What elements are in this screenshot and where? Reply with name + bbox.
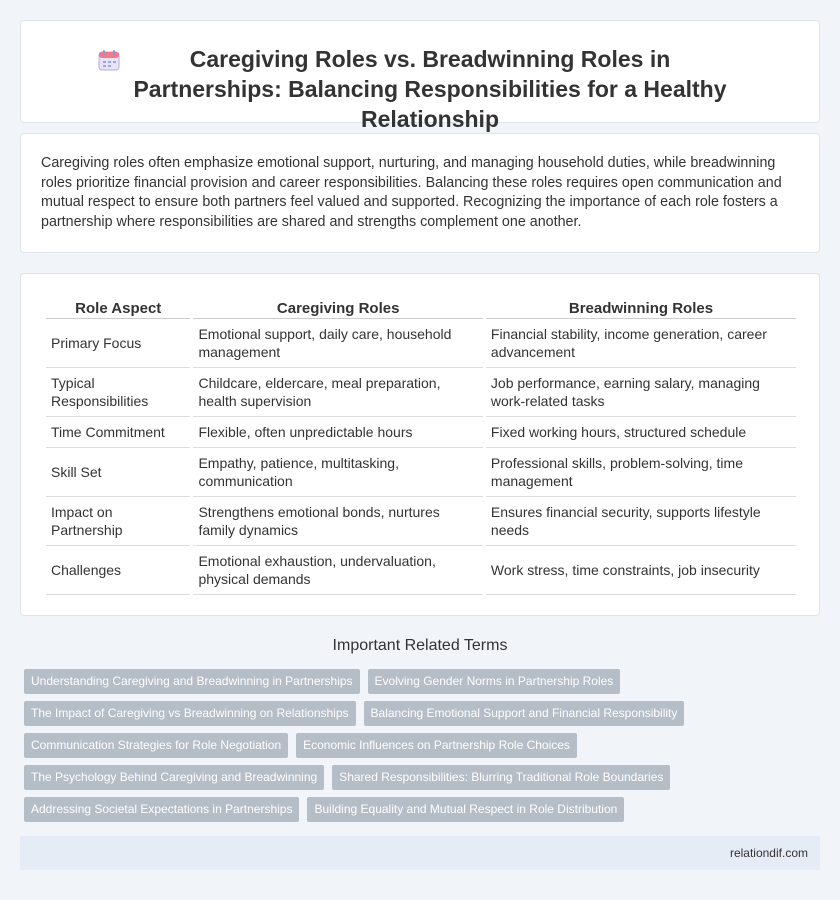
related-term-tag[interactable]: Evolving Gender Norms in Partnership Roles <box>368 669 621 694</box>
page-title: Caregiving Roles vs. Breadwinning Roles in Partnerships: Balancing Responsibilities for a Healthy Relationship <box>133 46 727 132</box>
header-breadwinning: Breadwinning Roles <box>486 295 796 319</box>
tag-row <box>24 701 814 733</box>
header-role-aspect: Role Aspect <box>46 295 190 319</box>
table-header-row <box>46 295 796 319</box>
table-cell: Emotional support, daily care, household management <box>193 319 482 368</box>
related-term-tag[interactable]: The Impact of Caregiving vs Breadwinning on Relationships <box>24 701 356 726</box>
related-terms-list <box>24 669 814 829</box>
related-term-tag[interactable]: Communication Strategies for Role Negotiation <box>24 733 288 758</box>
title-wrap <box>21 44 819 134</box>
calendar-icon <box>97 48 121 72</box>
table-cell: Primary Focus <box>46 319 190 368</box>
table-cell: Childcare, eldercare, meal preparation, health supervision <box>193 368 482 417</box>
table-cell: Typical Responsibilities <box>46 368 190 417</box>
footer-site-link[interactable]: relationdif.com <box>729 846 808 860</box>
comparison-card <box>20 273 820 616</box>
related-term-tag[interactable]: Building Equality and Mutual Respect in Role Distribution <box>307 797 624 822</box>
related-term-tag[interactable]: Shared Responsibilities: Blurring Traditional Role Boundaries <box>332 765 670 790</box>
tag-row <box>24 765 814 797</box>
table-cell: Fixed working hours, structured schedule <box>486 417 796 448</box>
table-row <box>46 497 796 546</box>
table-cell: Impact on Partnership <box>46 497 190 546</box>
table-cell: Challenges <box>46 546 190 595</box>
title-card <box>20 20 820 132</box>
related-term-tag[interactable]: Understanding Caregiving and Breadwinning in Partnerships <box>24 669 360 694</box>
tag-row <box>24 733 814 765</box>
table-cell: Ensures financial security, supports lifestyle needs <box>486 497 796 546</box>
footer <box>20 836 820 870</box>
table-cell: Job performance, earning salary, managing work-related tasks <box>486 368 796 417</box>
table-cell: Empathy, patience, multitasking, communication <box>193 448 482 497</box>
intro-card <box>20 133 820 253</box>
table-row <box>46 448 796 497</box>
tag-row <box>24 797 814 829</box>
table-cell: Financial stability, income generation, career advancement <box>486 319 796 368</box>
related-term-tag[interactable]: The Psychology Behind Caregiving and Breadwinning <box>24 765 324 790</box>
related-term-tag[interactable]: Economic Influences on Partnership Role Choices <box>296 733 577 758</box>
table-row <box>46 546 796 595</box>
table-cell: Work stress, time constraints, job insecurity <box>486 546 796 595</box>
header-caregiving: Caregiving Roles <box>193 295 482 319</box>
table-row <box>46 417 796 448</box>
table-row <box>46 319 796 368</box>
table-cell: Time Commitment <box>46 417 190 448</box>
table-row <box>46 368 796 417</box>
table-cell: Skill Set <box>46 448 190 497</box>
table-cell: Flexible, often unpredictable hours <box>193 417 482 448</box>
intro-paragraph: Caregiving roles often emphasize emotional support, nurturing, and managing household duties, while breadwinning roles prioritize financial provision and career responsibilities. Balancing these roles requires open communication and mutual respect to ensure both partners feel valued and supported. Recognizing the importance of each role fosters a partnership where responsibilities are shared and strengths complement one another. <box>41 155 782 230</box>
comparison-table <box>43 295 799 595</box>
table-cell: Emotional exhaustion, undervaluation, physical demands <box>193 546 482 595</box>
table-cell: Professional skills, problem-solving, time management <box>486 448 796 497</box>
related-terms-title: Important Related Terms <box>332 637 508 654</box>
related-term-tag[interactable]: Addressing Societal Expectations in Partnerships <box>24 797 299 822</box>
related-term-tag[interactable]: Balancing Emotional Support and Financial Responsibility <box>364 701 685 726</box>
tag-row <box>24 669 814 701</box>
table-cell: Strengthens emotional bonds, nurtures family dynamics <box>193 497 482 546</box>
